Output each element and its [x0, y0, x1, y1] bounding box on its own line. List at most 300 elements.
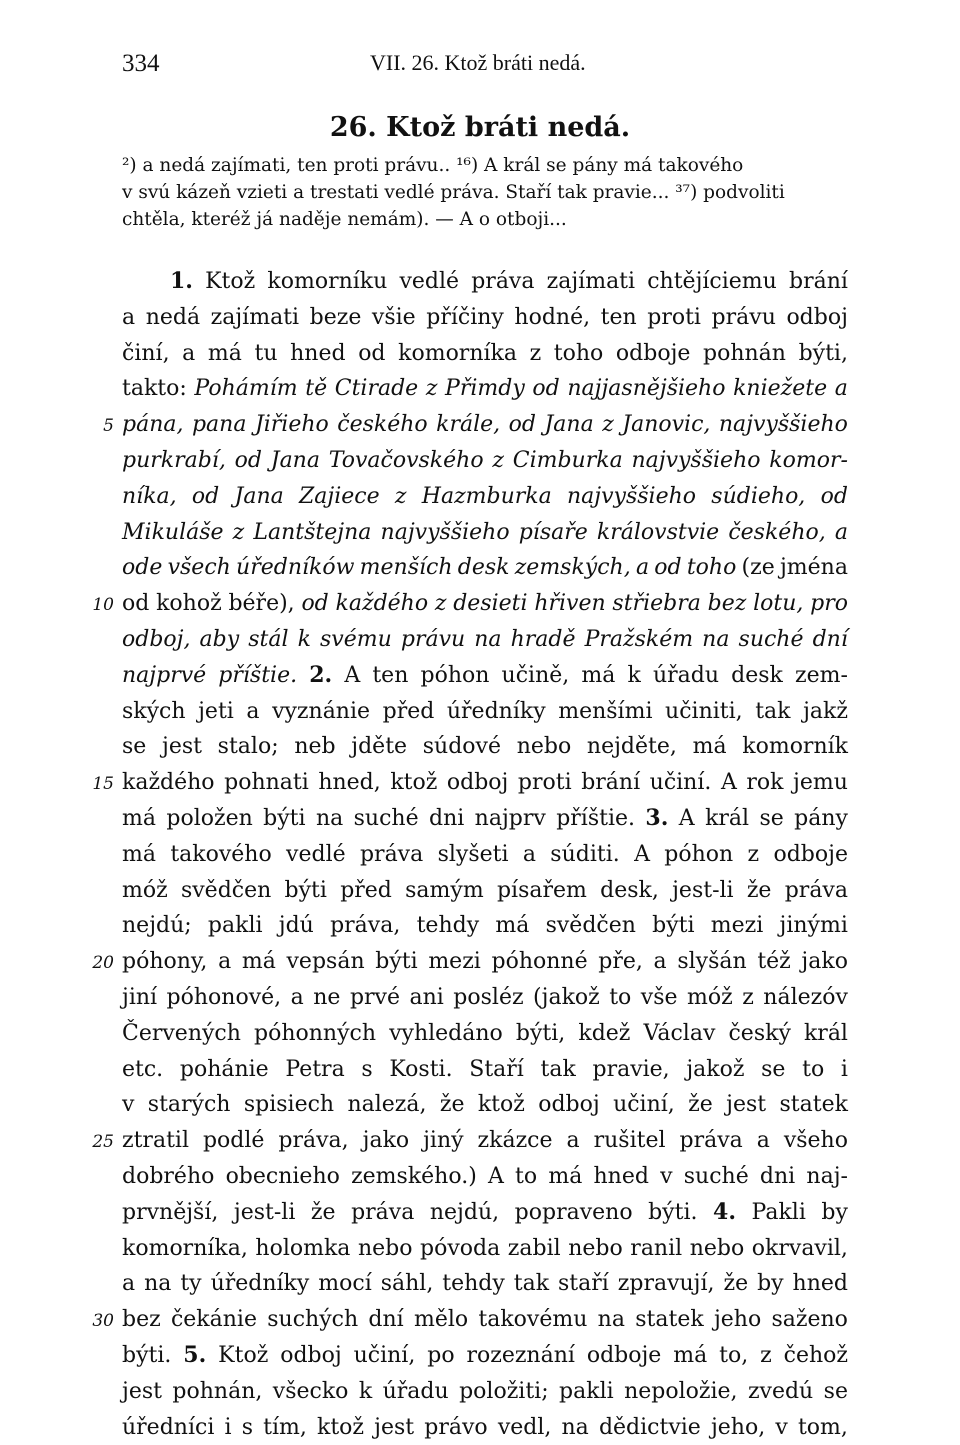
word: tehdy: [417, 908, 480, 944]
word: kohož: [156, 586, 222, 622]
word: Lantštejna: [253, 515, 371, 551]
text-line: [122, 694, 848, 730]
text-line: [122, 873, 848, 909]
word: Jiřieho: [255, 407, 329, 443]
text-line: [122, 264, 848, 300]
word: by: [821, 1195, 848, 1231]
word: zpravují,: [618, 1266, 715, 1302]
text-line: [122, 1087, 848, 1123]
word: vyznánie: [272, 694, 370, 730]
word: 5.: [183, 1338, 206, 1374]
word: pro: [810, 586, 848, 622]
word: ty: [180, 1266, 201, 1302]
text-line: [122, 1052, 848, 1088]
word: odboje: [773, 837, 848, 873]
word: má: [122, 801, 156, 837]
word: takového: [170, 837, 271, 873]
word: ne: [313, 980, 340, 1016]
word: ode: [122, 550, 162, 586]
text-line: [122, 1410, 848, 1445]
word: český: [728, 1016, 790, 1052]
text-line: [122, 1123, 848, 1159]
word: ranil: [630, 1231, 682, 1267]
word: a: [835, 515, 848, 551]
word: pány: [794, 801, 848, 837]
word: ten: [601, 300, 637, 336]
word: pakli: [559, 1374, 614, 1410]
word: popraveno: [515, 1195, 633, 1231]
word: ani: [409, 980, 443, 1016]
word: učiniti,: [665, 694, 743, 730]
word: Jana: [271, 443, 320, 479]
word: z: [395, 479, 407, 515]
word: též: [757, 944, 790, 980]
text-line: [122, 622, 848, 658]
word: Staří: [469, 1052, 524, 1088]
text-line: [122, 336, 848, 372]
word: z: [760, 1338, 772, 1374]
word: od: [821, 479, 848, 515]
word: hned: [793, 1266, 848, 1302]
word: to: [802, 1052, 824, 1088]
word: posléz: [453, 980, 523, 1016]
word: najprv: [475, 801, 546, 837]
word: holomka: [255, 1231, 350, 1267]
word: na: [316, 801, 343, 837]
word: kdež: [578, 1016, 630, 1052]
word: dni: [429, 801, 464, 837]
word: býti: [375, 944, 417, 980]
word: hřiven: [534, 586, 605, 622]
word: komorník: [742, 729, 848, 765]
word: najvyššieho: [567, 479, 696, 515]
text-line: [122, 729, 848, 765]
word: tak: [514, 1266, 549, 1302]
note-line: chtěla, kteréž já naděje nemám). — A o otboji...: [122, 206, 848, 233]
word: po: [427, 1338, 454, 1374]
word: a: [835, 371, 848, 407]
word: od: [358, 336, 385, 372]
word: že: [688, 1087, 713, 1123]
section-title: 26. Ktož bráti nedá.: [0, 112, 960, 143]
word: od: [122, 586, 149, 622]
word: póhon: [664, 837, 733, 873]
word: práva: [679, 1123, 742, 1159]
word: nálezóv: [763, 980, 848, 1016]
word: od: [301, 586, 328, 622]
text-line: [122, 980, 848, 1016]
word: střiebra: [612, 586, 700, 622]
word: a: [218, 944, 231, 980]
word: nebo: [690, 1231, 745, 1267]
word: (jakož: [533, 980, 600, 1016]
word: mezi: [428, 944, 481, 980]
word: práva,: [330, 908, 400, 944]
word: v: [775, 1410, 787, 1445]
word: pohnati: [224, 765, 309, 801]
word: se: [824, 1374, 848, 1410]
word: nedá: [146, 300, 200, 336]
text-line: [122, 479, 848, 515]
word: má: [693, 729, 727, 765]
word: má: [208, 336, 242, 372]
word: dni: [760, 1159, 795, 1195]
word: komorníka,: [122, 1231, 248, 1267]
word: bez: [708, 586, 747, 622]
word: a: [182, 336, 195, 372]
word: Ktož: [218, 1338, 268, 1374]
word: ztratil: [122, 1123, 189, 1159]
word: starých: [148, 1087, 231, 1123]
word: komorníka: [398, 336, 517, 372]
word: A: [679, 801, 695, 837]
word: 2.: [309, 658, 332, 694]
word: stalo;: [218, 729, 279, 765]
word: toho: [554, 336, 604, 372]
word: suchých: [267, 1302, 358, 1338]
word: odboj,: [122, 622, 190, 658]
word: býti: [263, 801, 305, 837]
word: jako: [363, 1123, 410, 1159]
word: nejdú,: [430, 1195, 499, 1231]
word: Pražském: [585, 622, 694, 658]
word: právu: [712, 300, 776, 336]
word: toho: [687, 550, 737, 586]
text-line: [122, 407, 848, 443]
word: jeti: [198, 694, 234, 730]
word: královstvie: [597, 515, 719, 551]
word: svědčen: [181, 873, 271, 909]
word: jeho: [714, 1302, 761, 1338]
word: pohánie: [180, 1052, 269, 1088]
word: od: [509, 407, 536, 443]
word: příštie.: [556, 801, 635, 837]
word: krále,: [436, 407, 500, 443]
word: mělo: [414, 1302, 468, 1338]
word: bez: [122, 1302, 161, 1338]
word: a: [654, 944, 667, 980]
word: pohnán,: [172, 1374, 262, 1410]
word: učině,: [502, 658, 570, 694]
word: před: [383, 694, 435, 730]
text-line: [122, 1302, 848, 1338]
word: na: [144, 1266, 171, 1302]
word: najvyššieho: [631, 443, 760, 479]
word: vedlé: [286, 837, 346, 873]
word: právo: [424, 1410, 487, 1445]
word: spisiech: [244, 1087, 334, 1123]
word: býti: [285, 873, 327, 909]
word: slyšán: [677, 944, 746, 980]
word: jest: [162, 729, 202, 765]
word: z: [530, 336, 542, 372]
word: nebo: [517, 729, 572, 765]
text-line: [122, 944, 848, 980]
word: rozeznání: [466, 1338, 574, 1374]
word: proti: [518, 765, 572, 801]
text-line: [122, 658, 848, 694]
word: hradě: [511, 622, 576, 658]
word: menšími: [558, 694, 652, 730]
word: Ctirade: [335, 371, 418, 407]
word: býti,: [799, 336, 848, 372]
word: před: [340, 873, 392, 909]
text-line: [122, 1338, 848, 1374]
word: k: [298, 622, 311, 658]
word: jemu: [793, 765, 848, 801]
word: komor-: [769, 443, 848, 479]
word: a: [523, 837, 536, 873]
text-line: [122, 300, 848, 336]
word: Mikuláše: [122, 515, 224, 551]
word: suché: [684, 1159, 749, 1195]
word: zemského.): [351, 1159, 477, 1195]
word: ktož: [478, 1087, 525, 1123]
text-line: [122, 801, 848, 837]
word: staří: [558, 1266, 609, 1302]
word: obecnieho: [226, 1159, 340, 1195]
word: stál: [248, 622, 288, 658]
text-line: [122, 1195, 848, 1231]
word: súdieho,: [711, 479, 805, 515]
word: příštie.: [218, 658, 297, 694]
word: mezi: [711, 908, 764, 944]
word: tě: [305, 371, 327, 407]
word: pře,: [598, 944, 643, 980]
word: brání: [789, 264, 848, 300]
word: vepsán: [287, 944, 365, 980]
word: prvé: [350, 980, 400, 1016]
word: položiti;: [459, 1374, 549, 1410]
word: čekánie: [171, 1302, 257, 1338]
word: najvyššieho: [381, 515, 510, 551]
word: A: [488, 1159, 504, 1195]
word: českého: [337, 407, 427, 443]
word: A: [344, 658, 360, 694]
word: hned,: [318, 765, 380, 801]
word: tak: [755, 694, 790, 730]
text-line: [122, 550, 848, 586]
word: 3.: [645, 801, 668, 837]
text-line: [122, 1016, 848, 1052]
word: z: [426, 371, 438, 407]
word: z: [492, 443, 504, 479]
word: prvnější,: [122, 1195, 218, 1231]
line-number: 10: [80, 588, 114, 624]
word: to,: [719, 1338, 748, 1374]
word: že: [747, 873, 772, 909]
word: písaře: [519, 515, 588, 551]
word: jakož: [686, 1052, 744, 1088]
word: hned: [594, 1159, 649, 1195]
word: póhon: [421, 658, 490, 694]
word: dobrého: [122, 1159, 214, 1195]
body-text: [122, 264, 848, 1445]
word: zemských,: [515, 550, 631, 586]
word: jdú: [279, 908, 314, 944]
word: kniežete: [733, 371, 827, 407]
word: odboje: [616, 336, 691, 372]
word: od: [654, 550, 681, 586]
word: Zajiece: [299, 479, 380, 515]
word: statek: [779, 1087, 847, 1123]
note-line: v svú kázeň vzieti a trestati vedlé práva. Staří tak pravie... ³⁷) podvoliti: [122, 179, 848, 206]
word: beze: [310, 300, 362, 336]
word: má: [548, 1159, 582, 1195]
word: každého: [122, 765, 215, 801]
word: a: [636, 550, 649, 586]
word: s: [242, 1410, 253, 1445]
word: béře),: [228, 586, 294, 622]
word: nalezá,: [347, 1087, 426, 1123]
text-line: [122, 837, 848, 873]
word: ktož: [390, 765, 437, 801]
word: saženo: [771, 1302, 847, 1338]
word: se: [122, 729, 146, 765]
word: a: [122, 1266, 135, 1302]
word: lotu,: [753, 586, 803, 622]
word: jiní: [122, 980, 157, 1016]
word: neb: [294, 729, 335, 765]
word: zajímati: [211, 300, 299, 336]
word: se: [759, 801, 783, 837]
word: samým: [405, 873, 484, 909]
word: na: [702, 622, 729, 658]
word: a: [291, 980, 304, 1016]
word: všech: [168, 550, 231, 586]
word: má: [242, 944, 276, 980]
word: od: [532, 371, 559, 407]
text-line: [122, 765, 848, 801]
word: menších: [360, 550, 453, 586]
word: (ze: [742, 550, 775, 586]
word: rok: [746, 765, 783, 801]
page-header: [122, 44, 848, 84]
word: to: [609, 980, 631, 1016]
word: Ktož: [205, 264, 255, 300]
word: slyšeti: [438, 837, 509, 873]
word: z: [233, 515, 245, 551]
word: v: [660, 1159, 672, 1195]
word: 1.: [170, 264, 193, 300]
word: od: [192, 479, 219, 515]
word: jinými: [780, 908, 848, 944]
word: z: [435, 586, 447, 622]
word: právu: [401, 622, 465, 658]
word: ktož: [317, 1410, 364, 1445]
word: svědčen: [546, 908, 636, 944]
word: úředníci: [122, 1410, 214, 1445]
word: dní: [813, 622, 848, 658]
word: z: [602, 407, 614, 443]
word: jest: [726, 1087, 766, 1123]
word: statek: [635, 1302, 703, 1338]
word: ských: [122, 694, 186, 730]
word: že: [724, 1266, 749, 1302]
word: Pakli: [752, 1195, 806, 1231]
word: naj-: [806, 1159, 848, 1195]
word: Pohámím: [194, 371, 297, 407]
line-number: 30: [80, 1304, 114, 1340]
word: v: [122, 1087, 134, 1123]
word: na: [598, 1302, 625, 1338]
word: tu: [255, 336, 278, 372]
word: svému: [320, 622, 392, 658]
word: jeho,: [711, 1410, 765, 1445]
word: zvedú: [748, 1374, 813, 1410]
text-line: [122, 443, 848, 479]
word: jakž: [803, 694, 848, 730]
word: brání: [581, 765, 640, 801]
word: učiní,: [613, 1087, 675, 1123]
word: že: [311, 1195, 336, 1231]
word: purkrabí,: [122, 443, 226, 479]
word: vše: [641, 980, 678, 1016]
word: nejděte,: [587, 729, 677, 765]
word: práva,: [278, 1123, 348, 1159]
word: zem-: [795, 658, 848, 694]
word: na: [562, 1410, 589, 1445]
word: činí,: [122, 336, 170, 372]
word: Cimburka: [513, 443, 623, 479]
word: odboje: [587, 1338, 662, 1374]
word: od: [235, 443, 262, 479]
word: všecko: [273, 1374, 349, 1410]
line-number: 20: [80, 946, 114, 982]
word: Červených: [122, 1016, 241, 1052]
word: jako: [801, 944, 848, 980]
word: Kosti.: [389, 1052, 452, 1088]
word: úředníky: [447, 694, 546, 730]
word: tak: [541, 1052, 576, 1088]
word: komorníku: [267, 264, 387, 300]
line-number: 25: [80, 1125, 114, 1161]
word: Janovic,: [622, 407, 710, 443]
word: odboj: [538, 1087, 599, 1123]
word: póvoda: [420, 1231, 500, 1267]
word: má: [122, 837, 156, 873]
word: nepoložie,: [624, 1374, 737, 1410]
word: práva: [360, 837, 423, 873]
word: desk: [458, 550, 510, 586]
word: súditi.: [550, 837, 619, 873]
word: hodné,: [514, 300, 590, 336]
word: dědictvie: [599, 1410, 701, 1445]
word: býti,: [516, 1016, 565, 1052]
text-line: [122, 371, 848, 407]
word: všeho: [784, 1123, 848, 1159]
word: nebo: [568, 1231, 623, 1267]
word: nebo: [358, 1231, 413, 1267]
word: z: [742, 980, 754, 1016]
word: tím,: [263, 1410, 307, 1445]
word: jest: [374, 1410, 414, 1445]
word: král: [804, 1016, 848, 1052]
word: i: [225, 1410, 232, 1445]
critical-notes: [122, 152, 848, 233]
word: práva: [471, 264, 534, 300]
word: najjasnějšieho: [567, 371, 725, 407]
word: na: [474, 622, 501, 658]
word: k: [628, 658, 641, 694]
word: nejdú;: [122, 908, 192, 944]
word: A: [721, 765, 737, 801]
word: a: [246, 694, 259, 730]
word: pana: [192, 407, 246, 443]
word: položen: [166, 801, 252, 837]
word: 4.: [713, 1195, 736, 1231]
word: jest-li: [672, 873, 733, 909]
